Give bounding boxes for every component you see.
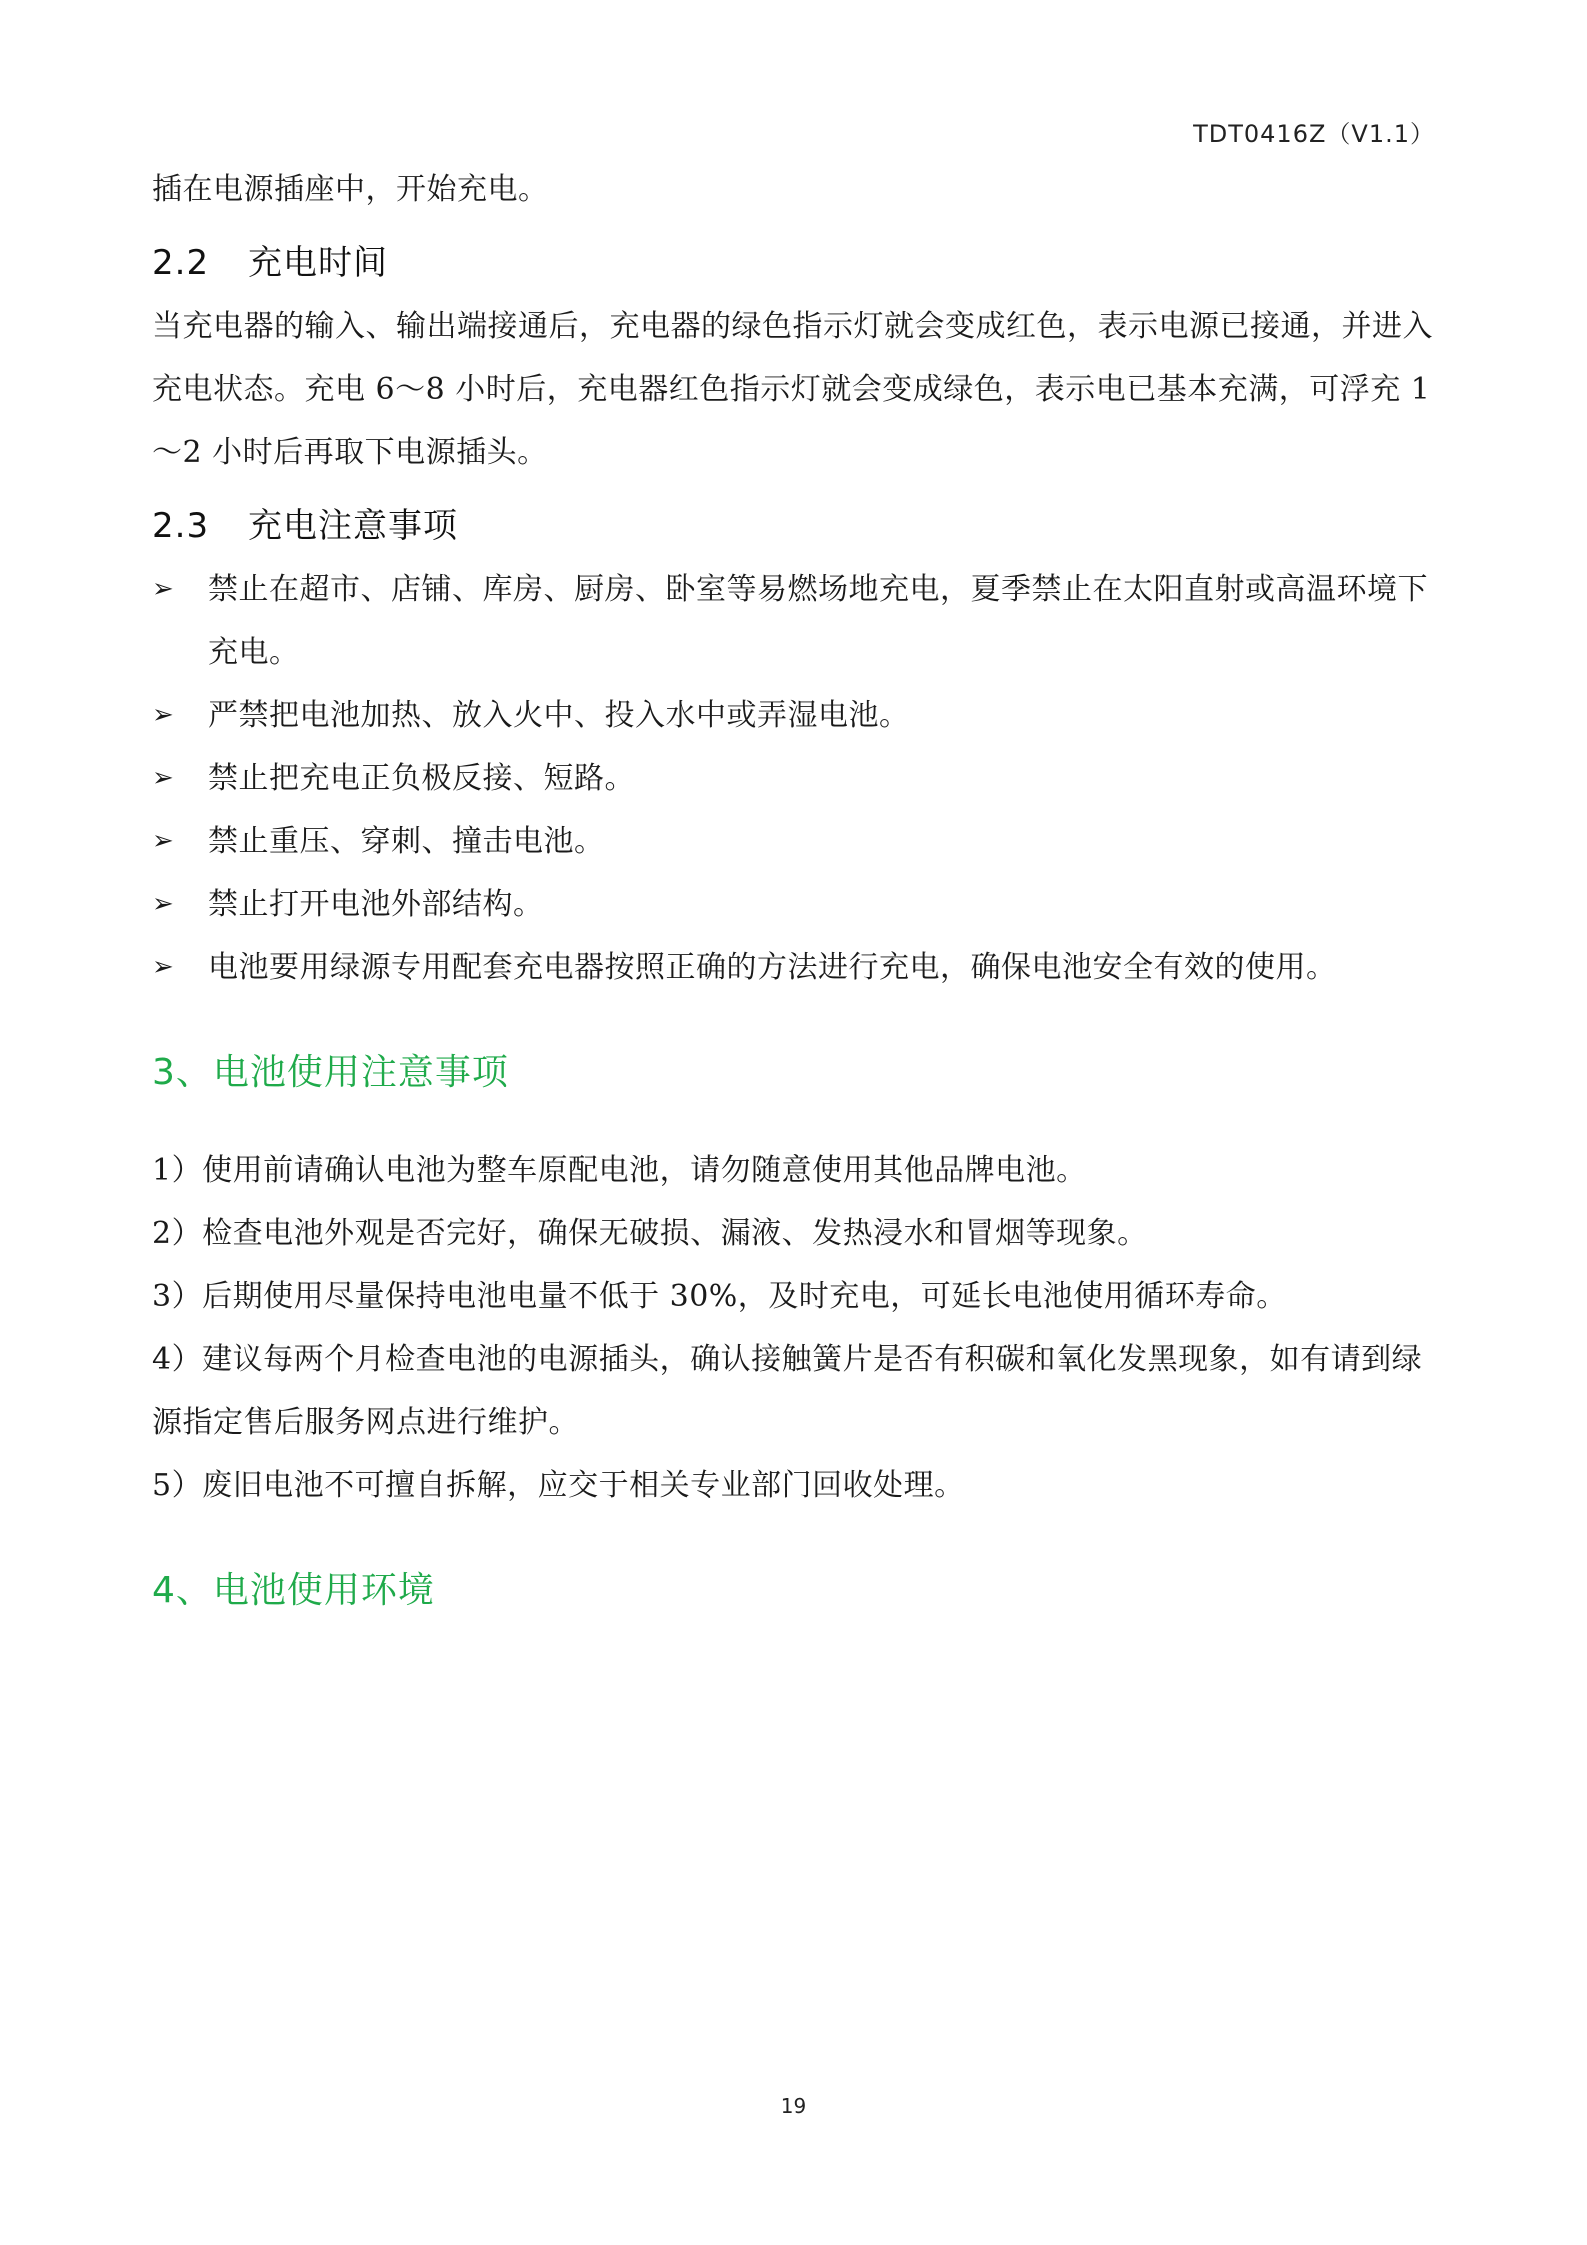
list-item bbox=[152, 810, 1442, 873]
arrow-bullet-icon: ➢ bbox=[152, 826, 175, 856]
list-item-text: 禁止重压、穿刺、撞击电池。 bbox=[208, 824, 605, 859]
page-number: 19 bbox=[780, 2094, 807, 2118]
arrow-bullet-icon: ➢ bbox=[152, 574, 175, 604]
arrow-bullet-icon: ➢ bbox=[152, 952, 175, 982]
section-number: 2.2 bbox=[152, 243, 210, 283]
page-content bbox=[152, 158, 1442, 1657]
arrow-bullet-icon: ➢ bbox=[152, 889, 175, 919]
list-item: 2）检查电池外观是否完好，确保无破损、漏液、发热浸水和冒烟等现象。 bbox=[152, 1216, 1148, 1251]
section-heading-3: 3、电池使用注意事项 bbox=[152, 1052, 509, 1093]
section-heading-2-3 bbox=[152, 506, 1442, 546]
section-title: 充电注意事项 bbox=[248, 506, 458, 546]
charging-time-paragraph: 当充电器的输入、输出端接通后，充电器的绿色指示灯就会变成红色，表示电源已接通，并进入充电状态。充电 6～8 小时后，充电器红色指示灯就会变成绿色，表示电已基本充满，可浮充 1～2 小时后再取下电源插头。 bbox=[152, 309, 1433, 470]
list-item: 4）建议每两个月检查电池的电源插头，确认接触簧片是否有积碳和氧化发黑现象，如有请到绿源指定售后服务网点进行维护。 bbox=[152, 1342, 1423, 1440]
list-item bbox=[152, 684, 1442, 747]
continued-paragraph: 插在电源插座中，开始充电。 bbox=[152, 172, 549, 207]
list-item: 3）后期使用尽量保持电池电量不低于 30%，及时充电，可延长电池使用循环寿命。 bbox=[152, 1279, 1287, 1314]
charging-precautions-list bbox=[152, 558, 1442, 999]
list-item bbox=[152, 936, 1442, 999]
section-heading-2-2 bbox=[152, 243, 1442, 283]
list-item bbox=[152, 747, 1442, 810]
list-item-text: 电池要用绿源专用配套充电器按照正确的方法进行充电，确保电池安全有效的使用。 bbox=[208, 950, 1337, 985]
list-item-text: 禁止打开电池外部结构。 bbox=[208, 887, 544, 922]
section-heading-4: 4、电池使用环境 bbox=[152, 1570, 435, 1611]
list-item-text: 禁止把充电正负极反接、短路。 bbox=[208, 761, 635, 796]
arrow-bullet-icon: ➢ bbox=[152, 763, 175, 793]
arrow-bullet-icon: ➢ bbox=[152, 700, 175, 730]
list-item bbox=[152, 558, 1442, 684]
section-title: 充电时间 bbox=[248, 243, 388, 283]
list-item-text: 禁止在超市、店铺、库房、厨房、卧室等易燃场地充电，夏季禁止在太阳直射或高温环境下充电。 bbox=[208, 572, 1428, 670]
list-item-text: 严禁把电池加热、放入火中、投入水中或弄湿电池。 bbox=[208, 698, 910, 733]
section-number: 2.3 bbox=[152, 506, 210, 546]
list-item bbox=[152, 873, 1442, 936]
document-code: TDT0416Z（V1.1） bbox=[1193, 120, 1435, 148]
list-item: 1）使用前请确认电池为整车原配电池，请勿随意使用其他品牌电池。 bbox=[152, 1153, 1087, 1188]
list-item: 5）废旧电池不可擅自拆解，应交于相关专业部门回收处理。 bbox=[152, 1468, 965, 1503]
